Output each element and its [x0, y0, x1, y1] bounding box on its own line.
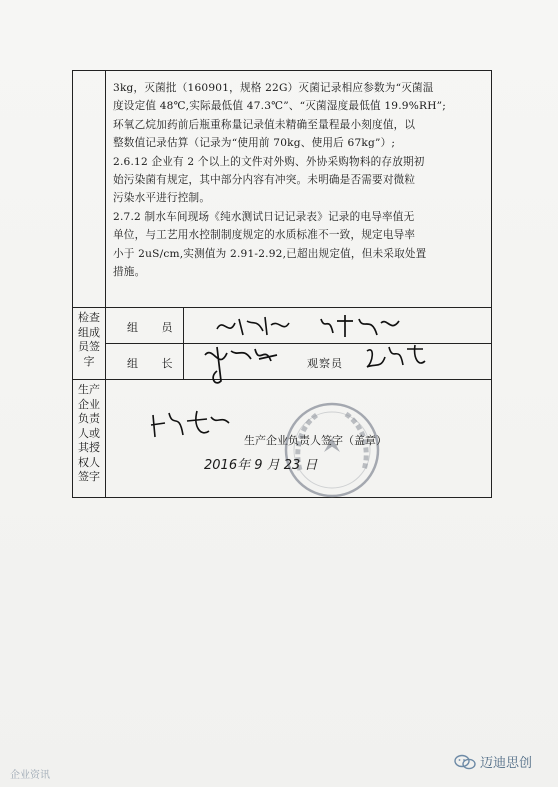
enterprise-sign-label: 生产企业负责人签字（盖章）: [244, 434, 387, 447]
watermark-text: 企业资讯: [10, 770, 50, 781]
findings-text: [113, 79, 487, 281]
leader-signature: [199, 341, 289, 395]
finding-line: 单位，与工艺用水控制制度规定的水质标准不一致，规定电导率: [113, 229, 416, 242]
signature-date: 2016年 9 月 23 日: [204, 458, 318, 473]
finding-line: 措施。: [113, 266, 146, 279]
member-label: 组 员: [127, 321, 183, 334]
finding-line: 污染水平进行控制。: [113, 192, 211, 205]
finding-line: 度设定值 48℃,实际最低值 47.3℃”、“灭菌湿度最低值 19.9%RH”;: [113, 100, 447, 113]
brand-footer: [454, 752, 532, 771]
finding-line: 整数值记录估算（记录为“使用前 70kg、使用后 67kg”）;: [113, 137, 396, 150]
column-divider: [105, 71, 106, 497]
finding-line: 3kg，灭菌批（160901，规格 22G）灭菌记录相应参数为“灭菌温: [113, 82, 434, 94]
row-divider: [73, 307, 491, 308]
cell-divider: [183, 307, 184, 379]
finding-line: 2.7.2 制水车间现场《纯水测试日记记录表》记录的电导率值无: [113, 210, 415, 223]
enterprise-head-signature: [149, 407, 239, 447]
finding-line: 小于 2uS/cm,实测值为 2.91-2.92,已超出规定值，但未采取处置: [113, 247, 427, 260]
observer-signature: [363, 341, 433, 381]
enterprise-label: 生产 企业 负责 人或 其授 权人 签字: [78, 383, 100, 483]
brand-name: 迈迪思创: [480, 756, 533, 771]
observer-label: 观察员: [307, 357, 343, 370]
finding-line: 2.6.12 企业有 2 个以上的文件对外购、外协采购物料的存放期初: [113, 155, 425, 168]
inspection-group-label: 检查 组成 员签 字: [78, 311, 100, 368]
company-seal: [282, 400, 382, 500]
finding-line: 环氧乙烷加药前后瓶重称量记录值未精确至量程最小刻度值，以: [113, 118, 416, 131]
member-signature: [213, 311, 413, 345]
finding-line: 始污染菌有规定，其中部分内容有冲突。未明确是否需要对微粒: [113, 174, 416, 187]
wechat-icon: [454, 754, 476, 770]
leader-label: 组 长: [127, 357, 183, 370]
